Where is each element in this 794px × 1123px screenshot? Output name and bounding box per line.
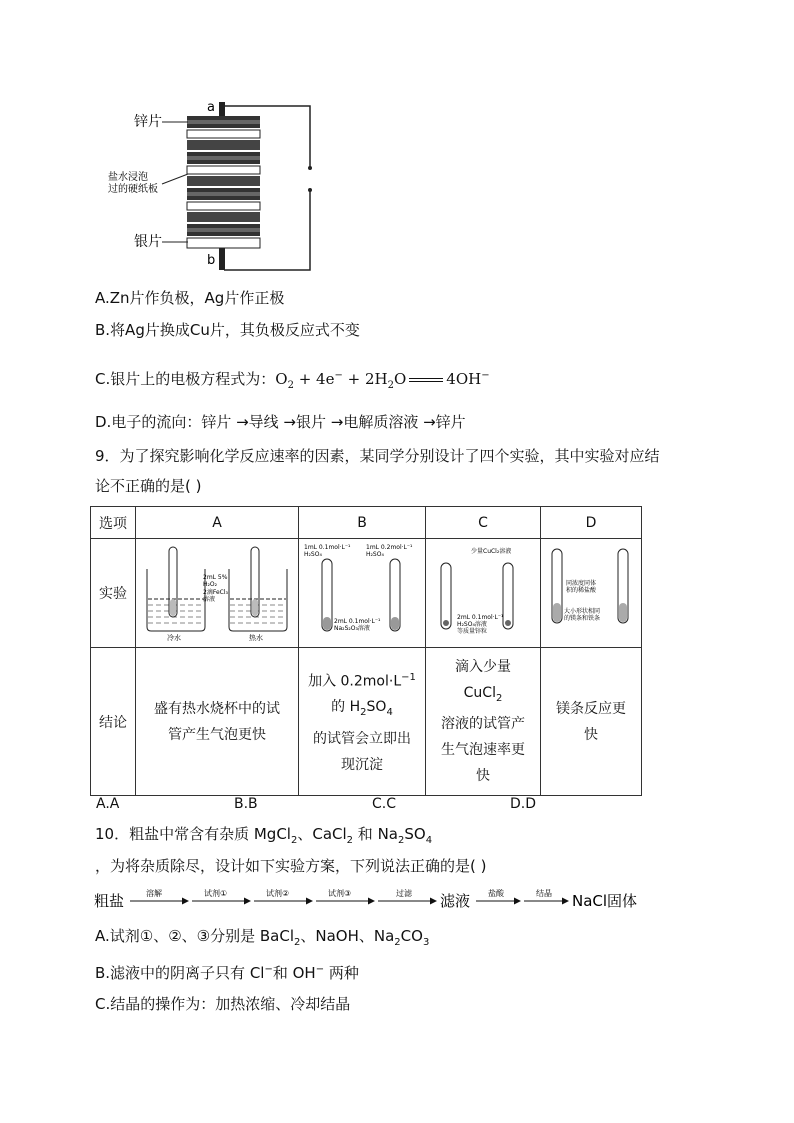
exp-d-cell: [541, 539, 642, 648]
svg-text:同浓度同体: 同浓度同体: [566, 580, 597, 587]
q8-option-b: B.将Ag片换成Cu片，其负极反应式不变: [95, 321, 360, 339]
flow-step-5: 过滤: [396, 889, 412, 898]
svg-text:Na₂S₂O₃溶液: Na₂S₂O₃溶液: [334, 625, 370, 632]
svg-text:H₂SO₄: H₂SO₄: [304, 551, 322, 558]
header-a: A: [136, 507, 299, 539]
svg-text:溶液: 溶液: [203, 596, 216, 603]
exp-b-figure: [300, 539, 424, 643]
q9-table: [90, 506, 642, 796]
svg-text:积的稀盐酸: 积的稀盐酸: [566, 587, 597, 594]
q10-option-a: A.试剂①、②、③分别是 BaCl$_2$、NaOH、$Na_2CO_3$: [95, 927, 430, 948]
q9-choice-c: C.C: [372, 796, 397, 812]
flow-start: 粗盐: [94, 892, 125, 910]
svg-text:2mL 0.1mol·L⁻¹: 2mL 0.1mol·L⁻¹: [334, 618, 381, 625]
q10-flowchart: [94, 884, 654, 916]
q9-stem-line1: 9．为了探究影响化学反应速率的因素，某同学分别设计了四个实验，其中实验对应结: [95, 447, 660, 465]
electrode-equation: $O_2 + 4e^- + 2H_2O$ 4OH−: [275, 370, 490, 391]
svg-text:1mL 0.1mol·L⁻¹: 1mL 0.1mol·L⁻¹: [304, 544, 351, 551]
header-option: 选项: [91, 507, 136, 539]
exp-b-cell: [299, 539, 426, 648]
svg-text:等质量锌粒: 等质量锌粒: [457, 628, 488, 635]
flow-step-7: 结晶: [536, 889, 552, 898]
conclusion-b: 加入 $0.2mol\cdot L^{-1}$ 的 $H_2SO_4$ 的试管会立即出 现沉淀: [299, 648, 426, 796]
flow-end: NaCl固体: [572, 892, 638, 910]
svg-text:2mL 0.1mol·L⁻¹: 2mL 0.1mol·L⁻¹: [457, 614, 504, 621]
q9-choice-d: D.D: [510, 796, 537, 812]
conclusion-a: 盛有热水烧杯中的试 管产生气泡更快: [136, 648, 299, 796]
svg-text:2mL 5%: 2mL 5%: [203, 574, 228, 581]
svg-text:H₂SO₄: H₂SO₄: [366, 551, 384, 558]
svg-text:H₂O₂: H₂O₂: [203, 581, 218, 588]
exp-c-cell: [426, 539, 541, 648]
svg-text:2滴FeCl₃: 2滴FeCl₃: [203, 589, 228, 596]
exp-c-figure: [427, 539, 539, 643]
q9-choice-a: A.A: [96, 796, 120, 812]
conclusion-d: 镁条反应更 快: [541, 648, 642, 796]
flow-step-3: 试剂②: [266, 889, 290, 898]
header-c: C: [426, 507, 541, 539]
flow-step-4: 试剂③: [328, 889, 352, 898]
row-label-conclusion: 结论: [91, 648, 136, 796]
svg-text:1mL 0.2mol·L⁻¹: 1mL 0.2mol·L⁻¹: [366, 544, 413, 551]
conclusion-c: 滴入少量 CuCl$_2$ 溶液的试管产 生气泡速率更 快: [426, 648, 541, 796]
q8-option-d: D.电子的流向：锌片 →导线 →银片 →电解质溶液 →锌片: [95, 413, 466, 431]
svg-text:大小形状相同: 大小形状相同: [564, 608, 601, 615]
q10-stem-line1: 10．粗盐中常含有杂质 MgCl$_2$、CaCl$_2$ 和 $Na_2SO_4$: [95, 825, 433, 846]
exp-d-figure: [542, 539, 640, 643]
svg-text:的镁条和铁条: 的镁条和铁条: [564, 615, 601, 622]
header-d: D: [541, 507, 642, 539]
svg-text:热水: 热水: [249, 634, 263, 642]
q10-option-b: B.滤液中的阴离子只有 Cl−和 OH− 两种: [95, 964, 359, 982]
q10-option-c: C.结晶的操作为：加热浓缩、冷却结晶: [95, 995, 351, 1013]
row-label-experiment: 实验: [91, 539, 136, 648]
exp-a-cell: [136, 539, 299, 648]
header-b: B: [299, 507, 426, 539]
pile-layers: [187, 116, 260, 248]
svg-text:少量CuCl₂溶液: 少量CuCl₂溶液: [471, 548, 512, 555]
flow-step-6: 盐酸: [488, 889, 504, 898]
voltaic-pile-figure: [100, 98, 325, 278]
q9-choice-b: B.B: [234, 796, 258, 812]
q8-option-a: A.Zn片作负极，Ag片作正极: [95, 289, 285, 307]
flow-mid: 滤液: [440, 892, 471, 910]
label-zinc: 锌片: [134, 114, 162, 130]
q8-option-c: C.银片上的电极方程式为：$O_2 + 4e^- + 2H_2O$ 4OH−: [95, 370, 490, 391]
q9-stem-line2: 论不正确的是( ): [95, 477, 202, 495]
label-paper-1: 盐水浸泡: [108, 172, 148, 183]
svg-text:H₂SO₄溶液: H₂SO₄溶液: [457, 621, 487, 628]
label-paper-2: 过的硬纸板: [108, 184, 158, 195]
flow-step-1: 溶解: [146, 889, 162, 898]
label-silver: 银片: [134, 234, 162, 250]
exp-a-figure: [137, 539, 297, 643]
label-b: b: [207, 253, 216, 268]
q10-stem-line2: ，为将杂质除尽，设计如下实验方案，下列说法正确的是( ): [95, 857, 487, 875]
flow-step-2: 试剂①: [204, 889, 228, 898]
svg-text:冷水: 冷水: [167, 634, 181, 642]
label-a: a: [207, 100, 215, 115]
